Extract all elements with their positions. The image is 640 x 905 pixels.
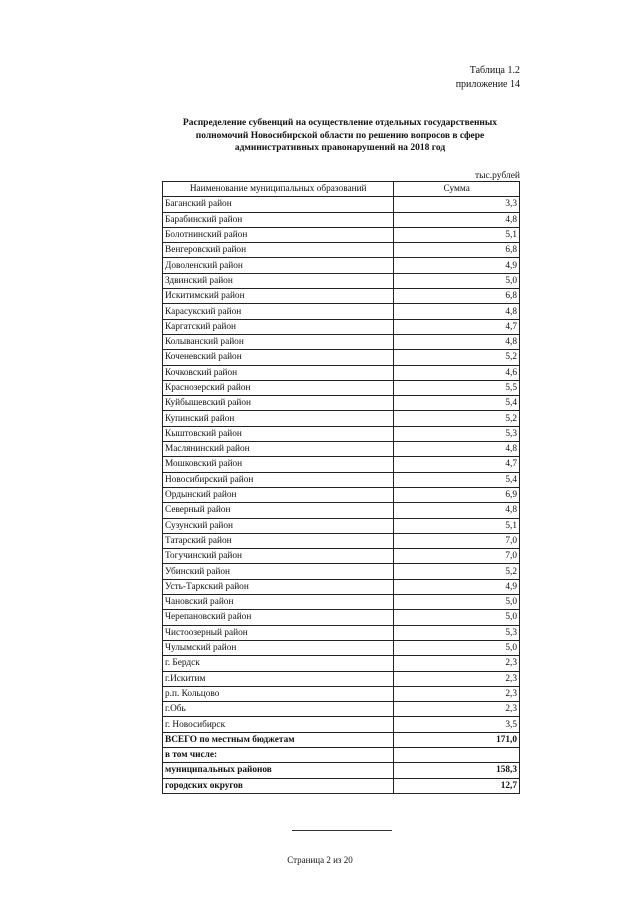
row-sum-cell: 5,3 <box>394 426 520 441</box>
row-name-cell: муниципальных районов <box>163 763 394 778</box>
column-header-name: Наименование муниципальных образований <box>163 182 394 197</box>
row-sum-cell: 4,8 <box>394 304 520 319</box>
table-row <box>163 747 520 762</box>
row-name-cell: г.Искитим <box>163 671 394 686</box>
row-sum-cell: 5,0 <box>394 610 520 625</box>
row-sum-cell: 4,8 <box>394 212 520 227</box>
subsidy-table <box>162 181 520 794</box>
row-name-cell: Барабинский район <box>163 212 394 227</box>
row-sum-cell: 5,1 <box>394 227 520 242</box>
row-name-cell: Убинский район <box>163 564 394 579</box>
row-name-cell: Чановский район <box>163 595 394 610</box>
row-sum-cell: 4,9 <box>394 579 520 594</box>
table-row <box>163 579 520 594</box>
row-name-cell: Ордынский район <box>163 487 394 502</box>
row-sum-cell: 4,9 <box>394 258 520 273</box>
row-name-cell: Доволенский район <box>163 258 394 273</box>
table-row <box>163 487 520 502</box>
table-row <box>163 197 520 212</box>
table-row <box>163 717 520 732</box>
row-name-cell: Каргатский район <box>163 319 394 334</box>
table-row <box>163 258 520 273</box>
table-row <box>163 610 520 625</box>
row-name-cell: Кыштовский район <box>163 426 394 441</box>
row-name-cell: Кочковский район <box>163 365 394 380</box>
row-sum-cell: 5,2 <box>394 350 520 365</box>
table-row <box>163 243 520 258</box>
table-row <box>163 289 520 304</box>
row-name-cell: Чистоозерный район <box>163 625 394 640</box>
row-name-cell: Болотнинский район <box>163 227 394 242</box>
table-row <box>163 732 520 747</box>
table-row <box>163 472 520 487</box>
table-row <box>163 595 520 610</box>
row-name-cell: г. Бердск <box>163 656 394 671</box>
table-row <box>163 778 520 793</box>
table-row <box>163 671 520 686</box>
row-name-cell: Колыванский район <box>163 334 394 349</box>
table-row <box>163 319 520 334</box>
row-name-cell: Северный район <box>163 503 394 518</box>
row-sum-cell: 5,5 <box>394 380 520 395</box>
row-name-cell: Усть-Таркский район <box>163 579 394 594</box>
table-row <box>163 564 520 579</box>
unit-label: тыс.рублей <box>474 171 520 181</box>
row-sum-cell: 4,8 <box>394 442 520 457</box>
row-sum-cell: 158,3 <box>394 763 520 778</box>
row-name-cell: Венгеровский район <box>163 243 394 258</box>
row-sum-cell: 2,3 <box>394 702 520 717</box>
row-sum-cell: 5,4 <box>394 472 520 487</box>
row-name-cell: Баганский район <box>163 197 394 212</box>
row-name-cell: Тогучинский район <box>163 549 394 564</box>
table-row <box>163 426 520 441</box>
row-name-cell: Куйбышевский район <box>163 396 394 411</box>
table-row <box>163 380 520 395</box>
document-title: Распределение субвенций на осуществление отдельных государственных полномочий Новосибирской области по решению вопросов в сфере административных правонарушений на 2018 год <box>182 118 498 153</box>
row-name-cell: г.Обь <box>163 702 394 717</box>
row-sum-cell: 5,0 <box>394 640 520 655</box>
table-row <box>163 686 520 701</box>
table-row <box>163 304 520 319</box>
row-name-cell: в том числе: <box>163 747 394 762</box>
table-row <box>163 625 520 640</box>
row-name-cell: городских округов <box>163 778 394 793</box>
table-row <box>163 533 520 548</box>
row-sum-cell: 5,4 <box>394 396 520 411</box>
row-name-cell: г. Новосибирск <box>163 717 394 732</box>
row-name-cell: Искитимский район <box>163 289 394 304</box>
table-row <box>163 518 520 533</box>
table-row <box>163 503 520 518</box>
row-sum-cell: 4,8 <box>394 334 520 349</box>
row-name-cell: Новосибирский район <box>163 472 394 487</box>
row-name-cell: р.п. Кольцово <box>163 686 394 701</box>
row-sum-cell: 5,2 <box>394 411 520 426</box>
row-name-cell: Купинский район <box>163 411 394 426</box>
row-name-cell: Черепановский район <box>163 610 394 625</box>
row-sum-cell: 5,0 <box>394 595 520 610</box>
table-row <box>163 656 520 671</box>
table-row <box>163 212 520 227</box>
row-name-cell: Краснозерский район <box>163 380 394 395</box>
row-sum-cell: 2,3 <box>394 671 520 686</box>
row-name-cell: Сузунский район <box>163 518 394 533</box>
row-sum-cell: 4,7 <box>394 457 520 472</box>
row-name-cell: Мошковский район <box>163 457 394 472</box>
table-row <box>163 227 520 242</box>
table-row <box>163 442 520 457</box>
row-sum-cell: 2,3 <box>394 656 520 671</box>
row-sum-cell: 4,6 <box>394 365 520 380</box>
table-row <box>163 396 520 411</box>
table-row <box>163 334 520 349</box>
row-sum-cell: 4,7 <box>394 319 520 334</box>
page-number: Страница 2 из 20 <box>287 855 353 865</box>
row-name-cell: Татарский район <box>163 533 394 548</box>
row-sum-cell: 3,5 <box>394 717 520 732</box>
row-sum-cell: 4,8 <box>394 503 520 518</box>
row-name-cell: Маслянинский район <box>163 442 394 457</box>
row-sum-cell: 5,3 <box>394 625 520 640</box>
row-sum-cell: 5,1 <box>394 518 520 533</box>
table-row <box>163 702 520 717</box>
table-body <box>163 197 520 794</box>
table-number-label: Таблица 1.2 <box>469 65 520 76</box>
row-sum-cell: 5,2 <box>394 564 520 579</box>
row-name-cell: Чулымский район <box>163 640 394 655</box>
row-name-cell: Здвинский район <box>163 273 394 288</box>
row-sum-cell: 7,0 <box>394 549 520 564</box>
row-sum-cell: 2,3 <box>394 686 520 701</box>
column-header-sum: Сумма <box>394 182 520 197</box>
table-row <box>163 640 520 655</box>
row-sum-cell: 12,7 <box>394 778 520 793</box>
table-row <box>163 457 520 472</box>
row-sum-cell: 6,8 <box>394 289 520 304</box>
row-name-cell: ВСЕГО по местным бюджетам <box>163 732 394 747</box>
table-row <box>163 549 520 564</box>
table-row <box>163 411 520 426</box>
row-sum-cell: 171,0 <box>394 732 520 747</box>
table-row <box>163 350 520 365</box>
appendix-label: приложение 14 <box>455 79 520 90</box>
footer-divider <box>292 830 392 831</box>
row-sum-cell: 5,0 <box>394 273 520 288</box>
row-name-cell: Карасукский район <box>163 304 394 319</box>
row-sum-cell: 6,9 <box>394 487 520 502</box>
table-row <box>163 763 520 778</box>
row-sum-cell: 6,8 <box>394 243 520 258</box>
table-row <box>163 365 520 380</box>
row-sum-cell: 3,3 <box>394 197 520 212</box>
table-header-row <box>163 182 520 197</box>
table-row <box>163 273 520 288</box>
row-name-cell: Коченевский район <box>163 350 394 365</box>
row-sum-cell: 7,0 <box>394 533 520 548</box>
row-sum-cell <box>394 747 520 762</box>
